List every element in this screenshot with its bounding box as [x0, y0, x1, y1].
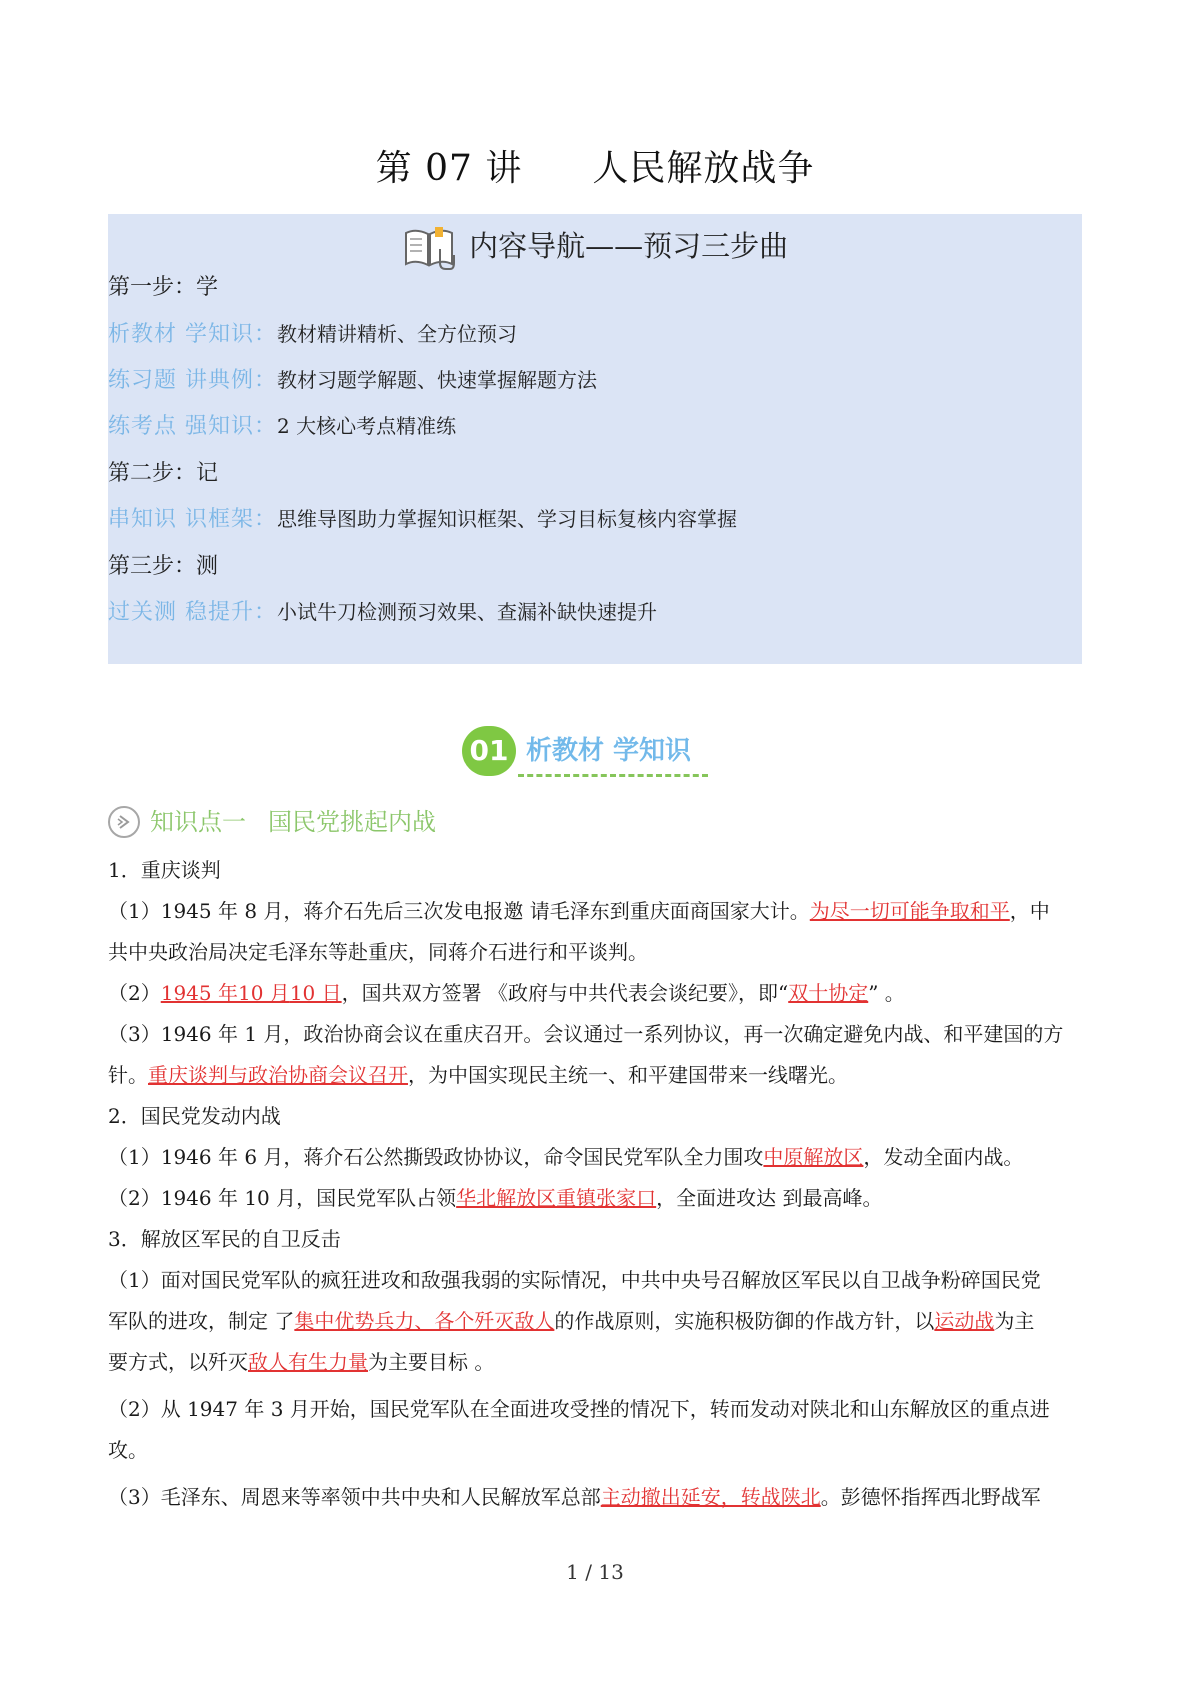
nav-row-desc: 思维导图助力掌握知识框架、学习目标复核内容掌握: [277, 507, 737, 531]
text: 要方式，以歼灭: [108, 1350, 248, 1374]
lecture-number: 第 07 讲: [375, 148, 523, 189]
nav-heading-text: 内容导航——预习三步曲: [469, 229, 789, 263]
section-title: 析教材 学知识: [526, 736, 692, 766]
nav-row-4: [108, 502, 737, 533]
paragraph-6-line-1: （1）面对国民党军队的疯狂进攻和敌强我弱的实际情况，中共中央号召解放区军民以自卫战争粉碎国民党: [108, 1268, 1041, 1292]
knowledge-point-title: 国民党挑起内战: [268, 808, 436, 836]
paragraph-5: [108, 1178, 1084, 1218]
nav-row-3: [108, 409, 456, 440]
text: ” 。: [868, 981, 905, 1005]
knowledge-point-index: 知识点一: [150, 808, 246, 836]
text: 的作战原则，实施积极防御的作战方针，以: [554, 1309, 935, 1333]
arrow-circle-icon: [108, 806, 140, 838]
key-answer: 集中优势兵力、各个歼灭敌人: [294, 1309, 555, 1333]
paragraph-4: [108, 1137, 1084, 1177]
text: ，中: [1009, 899, 1050, 923]
key-answer: 华北解放区重镇张家口: [456, 1186, 657, 1210]
section-number: 01: [462, 726, 516, 776]
section-underline: [518, 774, 708, 777]
key-answer: 1945 年: [160, 981, 238, 1005]
page-title: [0, 140, 1190, 191]
text: （1）1945 年 8 月，蒋介石先后三次发电报邀 请毛泽东到重庆面商国家大计。: [108, 899, 810, 923]
key-answer: 10 月: [238, 981, 290, 1005]
heading-1: 1．重庆谈判: [108, 858, 221, 882]
paragraph-7-line-2: 攻。: [108, 1438, 148, 1462]
paragraph-8: [108, 1477, 1084, 1517]
key-answer: 10 日: [289, 981, 342, 1005]
nav-row-label: 过关测 稳提升：: [108, 600, 277, 625]
nav-row-desc: 教材习题学解题、快速掌握解题方法: [277, 368, 597, 392]
nav-step-3: 第三步：测: [108, 554, 219, 579]
key-answer: 中原解放区: [763, 1145, 864, 1169]
nav-row-desc: 2 大核心考点精准练: [277, 414, 457, 438]
text: （2）1946 年 10 月，国民党军队占领: [108, 1186, 457, 1210]
nav-row-label: 析教材 学知识：: [108, 322, 277, 347]
nav-row-label: 练习题 讲典例：: [108, 368, 277, 393]
text: （1）1946 年 6 月，蒋介石公然撕毁政协协议，命令国民党军队全力围攻: [108, 1145, 764, 1169]
lecture-name: 人民解放战争: [592, 148, 815, 189]
text: 针。: [108, 1063, 148, 1087]
text: ，为中国实现民主统一、和平建国带来一线曙光。: [408, 1063, 848, 1087]
text: （3）毛泽东、周恩来等率领中共中央和人民解放军总部: [108, 1485, 601, 1509]
paragraph-6-line-3: [108, 1342, 1084, 1382]
text: （2）: [108, 981, 161, 1005]
section-banner: [462, 722, 732, 784]
text: 为主: [994, 1309, 1035, 1333]
heading-3: 3．解放区军民的自卫反击: [108, 1227, 341, 1251]
nav-row-label: 串知识 识框架：: [108, 507, 277, 532]
nav-row-desc: 小试牛刀检测预习效果、查漏补缺快速提升: [277, 600, 657, 624]
nav-row-1: [108, 317, 517, 348]
key-answer: 主动撤出延安，转战陕北: [600, 1485, 821, 1509]
paragraph-2: [108, 973, 1084, 1013]
nav-row-desc: 教材精讲精析、全方位预习: [277, 322, 517, 346]
page-number: 1 / 13: [566, 1560, 624, 1584]
text: 军队的进攻，制定 了: [108, 1309, 295, 1333]
knowledge-point-heading: [108, 802, 436, 840]
paragraph-1-line-1: [108, 891, 1084, 931]
nav-step-2: 第二步：记: [108, 461, 219, 486]
key-answer: 为尽一切可能争取和平: [809, 899, 1010, 923]
paragraph-3-line-2: [108, 1055, 1084, 1095]
paragraph-1-line-2: 共中央政治局决定毛泽东等赴重庆，同蒋介石进行和平谈判。: [108, 940, 648, 964]
nav-row-label: 练考点 强知识：: [108, 414, 277, 439]
paragraph-6-line-2: [108, 1301, 1084, 1341]
key-answer: 敌人有生力量: [248, 1350, 368, 1374]
key-answer: 双十协定: [788, 981, 869, 1005]
nav-row-5: [108, 595, 657, 626]
text: ，国共双方签署 《政府与中共代表会谈纪要》，即“: [341, 981, 789, 1005]
paragraph-7-line-1: （2）从 1947 年 3 月开始，国民党军队在全面进攻受挫的情况下，转而发动对陕北和山东解放区的重点进: [108, 1397, 1050, 1421]
text: ，发动全面内战。: [863, 1145, 1024, 1169]
text: 。彭德怀指挥西北野战军: [820, 1485, 1041, 1509]
content-navigation-box: [108, 214, 1082, 664]
text: 为主要目标 。: [368, 1350, 495, 1374]
nav-row-2: [108, 363, 597, 394]
paragraph-3-line-1: （3）1946 年 1 月，政治协商会议在重庆召开。会议通过一系列协议，再一次确定避免内战、和平建国的方: [108, 1022, 1064, 1046]
nav-step-1: 第一步：学: [108, 275, 219, 300]
key-answer: 重庆谈判与政治协商会议召开: [148, 1063, 408, 1087]
nav-heading: [108, 224, 1082, 271]
key-answer: 运动战: [934, 1309, 995, 1333]
heading-2: 2．国民党发动内战: [108, 1104, 281, 1128]
text: ，全面进攻达 到最高峰。: [656, 1186, 883, 1210]
book-icon: [402, 225, 458, 271]
